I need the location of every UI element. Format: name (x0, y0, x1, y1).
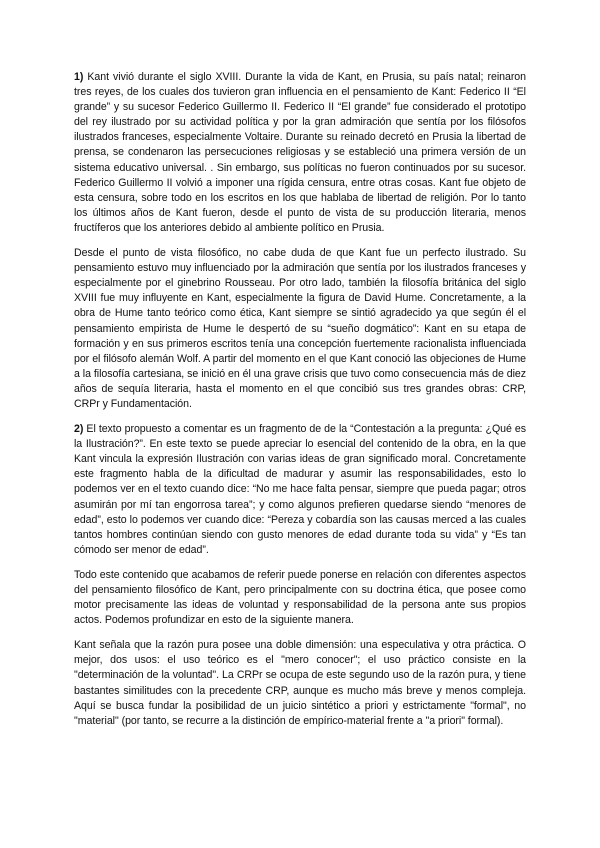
paragraph-text: Kant vivió durante el siglo XVIII. Durante la vida de Kant, en Prusia, su país natal; reinaron tres reyes, de los cuales dos tuvieron gran influencia en el pensamiento de Kant: Federico II “El grande” y su sucesor Federico Guillermo II. Federico II “El grande” fue considerado el prototipo del rey ilustrado por su actividad política y por la gran admiración que sentía por los filósofos ilustrados franceses, especialmente Voltaire. Durante su reinado decretó en Prusia la libertad de prensa, se condenaron las persecuciones religiosas y se estableció una primera versión de un sistema educativo universal. . Sin embargo, sus políticas no fueron continuados por su sucesor. Federico Guillermo II volvió a imponer una rígida censura, entre otras cosas. Kant fue objeto de esta censura, sobre todo en los escritos en los que hablaba de libertad de religión. Por lo tanto los últimos años de Kant fueron, desde el punto de vista de su producción literaria, menos fructíferos que los anteriores debido al ambiente político en Prusia. (74, 71, 526, 234)
paragraph-text: Todo este contenido que acabamos de referir puede ponerse en relación con diferentes aspectos del pensamiento filosófico de Kant, pero principalmente con su doctrina ética, que posee como motor precisamente las ideas de voluntad y responsabilidad de la persona ante sus propios actos. Podemos profundizar en esto de la siguiente manera. (74, 568, 526, 627)
section-number-1: 1) (74, 71, 84, 83)
paragraph-text: El texto propuesto a comentar es un fragmento de de la “Contestación a la pregunta: ¿Qué es la Ilustración?”. En este texto se puede apreciar lo esencial del contenido de la obra, en la que Kant vincula la expresión Ilustración con varias ideas de gran significado moral. Concretamente este fragmento habla de la dificultad de madurar y asumir las responsabilidades, esto lo podemos ver en el texto cuando dice: “No me hace falta pensar, siempre que pueda pagar; otros asumirán por mí tan engorrosa tarea”; y como algunos prefieren quedarse siendo “menores de edad”, esto lo podemos ver cuando dice: “Pereza y cobardía son las causas merced a las cuales tantos hombres continúan siendo con gusto menores de edad durante toda su vida” y “Es tan cómodo ser menor de edad”. (74, 423, 526, 556)
paragraph-1 (74, 70, 526, 236)
paragraph-5 (74, 638, 526, 729)
paragraph-4 (74, 568, 526, 628)
section-number-2: 2) (74, 423, 84, 436)
paragraph-3 (74, 422, 526, 558)
paragraph-text: Desde el punto de vista filosófico, no cabe duda de que Kant fue un perfecto ilustrado. Su pensamiento estuvo muy influenciado por la admiración que sentía por los ilustrados franceses y especialmente por el ginebrino Rousseau. Por otro lado, también la filosofía británica del siglo XVIII fue muy influyente en Kant, especialmente la figura de David Hume. Concretamente, a la obra de Hume tanto teórico como ética, Kant siempre se sintió agradecido ya que según él el pensamiento empirista de Hume le despertó de su “sueño dogmático”: Kant en su etapa de formación y en sus primeros escritos tenía una concepción fuertemente racionalista influenciada por el filósofo alemán Wolf. A partir del momento en el que Kant conoció las objeciones de Hume a la filosofía cartesiana, se inició en él una grave crisis que tuvo como consecuencia más de diez años de sequía literaria, hasta el momento en el que concibió sus tres grandes obras: CRP, CRPr y Fundamentación. (74, 247, 526, 410)
paragraph-2 (74, 246, 526, 412)
paragraph-text: Kant señala que la razón pura posee una doble dimensión: una especulativa y otra práctica. O mejor, dos usos: el uso teórico es el "mero conocer"; el uso práctico consiste en la "determinación de la voluntad". La CRPr se ocupa de este segundo uso de la razón pura, y tiene bastantes similitudes con la precedente CRP, aunque es mucho más breve y menos compleja. Aquí se busca fundar la posibilidad de un juicio sintético a priori y estrictamente "formal", no "material" (por tanto, se recurre a la distinción de empírico-material frente a "a priori" formal). (74, 639, 526, 727)
